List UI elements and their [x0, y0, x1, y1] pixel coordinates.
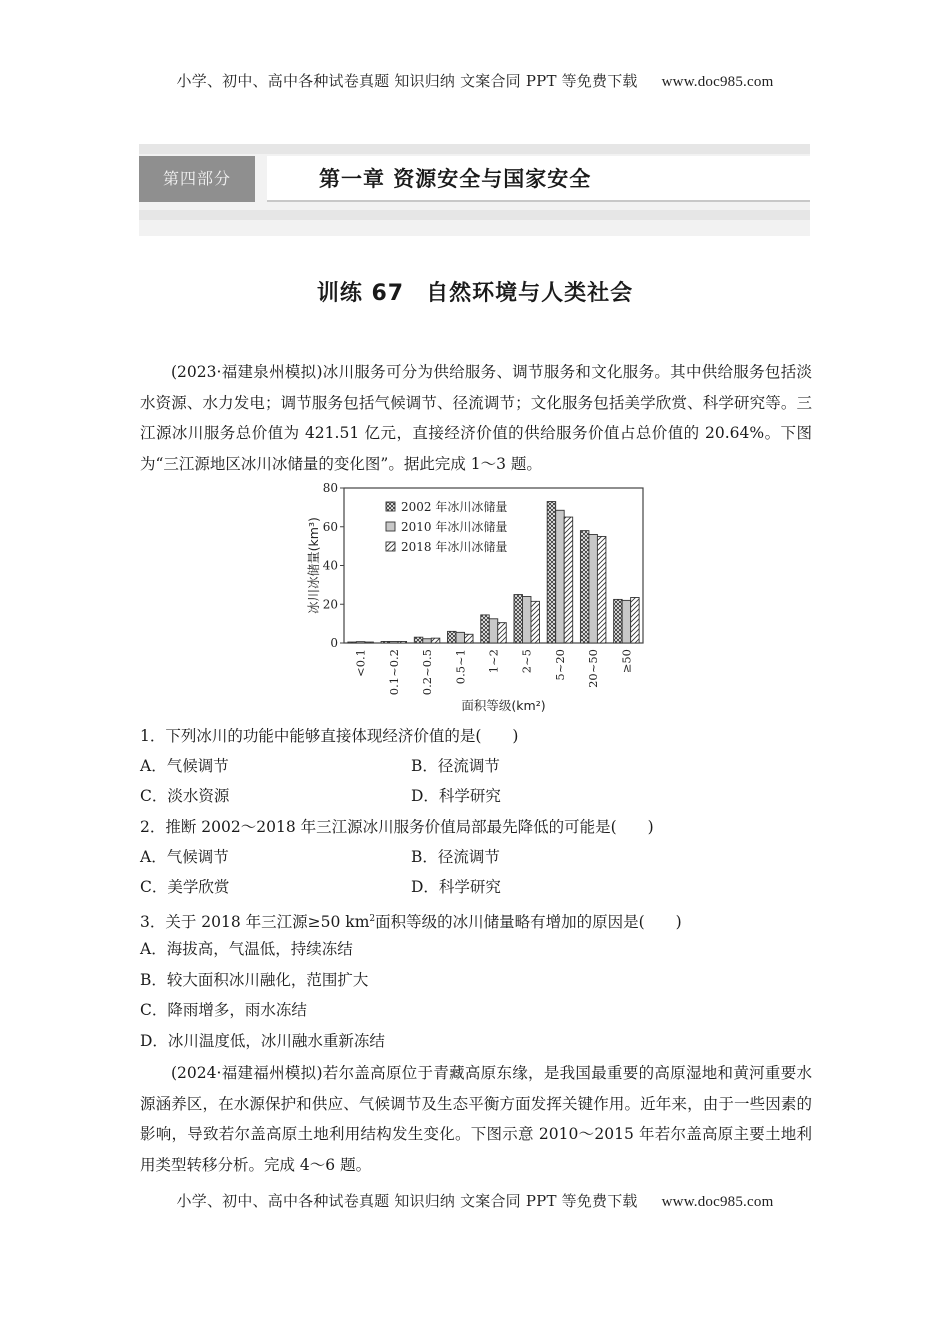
chapter-title: 第一章 资源安全与国家安全 [267, 156, 810, 202]
bar [531, 601, 540, 643]
y-tick-label: 40 [322, 558, 338, 573]
q2-option-a[interactable]: A．气候调节 [140, 848, 229, 866]
question-3-stem [140, 904, 682, 938]
passage-1 [140, 357, 812, 479]
q3-option-b[interactable]: B．较大面积冰川融化，范围扩大 [140, 971, 369, 989]
banner-bottom-strip [139, 210, 810, 220]
q1-option-b[interactable]: B．径流调节 [411, 757, 500, 775]
bar [481, 615, 490, 643]
q1-option-c[interactable]: C．淡水资源 [140, 787, 230, 805]
passage-2-text: (2024·福建福州模拟)若尔盖高原位于青藏高原东缘，是我国最重要的高原湿地和黄河重要水源涵养区，在水源保护和供应、气候调节及生态平衡方面发挥关键作用。近年来，由于一些因素的影响，导致若尔盖高原土地利用结构发生变化。下图示意 2010～2015 年若尔盖高原主要土地利用类型转移分析。完成 4～6 题。 [140, 1064, 812, 1174]
bar [614, 599, 623, 643]
footer-watermark [0, 1190, 950, 1211]
y-tick-label: 60 [322, 519, 338, 534]
bar [547, 502, 556, 643]
bar [631, 597, 640, 643]
q3-stem-sup: 2 [369, 914, 376, 924]
y-tick-label: 0 [330, 636, 338, 650]
legend-swatch [386, 522, 395, 531]
bar [448, 631, 457, 643]
page-title [0, 276, 950, 307]
bar [522, 597, 531, 644]
q1-option-d[interactable]: D．科学研究 [411, 787, 501, 805]
q2-option-d[interactable]: D．科学研究 [411, 878, 501, 896]
bar [465, 634, 474, 643]
x-tick-label: 20~50 [586, 649, 601, 688]
header-watermark-text: 小学、初中、高中各种试卷真题 知识归纳 文案合同 PPT 等免费下载 [176, 72, 638, 90]
bar [514, 595, 523, 643]
chapter-banner [139, 144, 810, 236]
x-tick-label: 0.2~0.5 [420, 649, 435, 696]
question-2-stem: 2．推断 2002～2018 年三江源冰川服务价值局部最先降低的可能是( ) [140, 818, 654, 836]
q3-option-a[interactable]: A．海拔高，气温低，持续冻结 [140, 940, 353, 958]
footer-watermark-text: 小学、初中、高中各种试卷真题 知识归纳 文案合同 PPT 等免费下载 [176, 1192, 638, 1210]
bar [556, 510, 565, 643]
legend-label: 2010 年冰川冰储量 [401, 520, 508, 534]
q2-option-c[interactable]: C．美学欣赏 [140, 878, 230, 896]
question-1-options-row-2 [140, 781, 740, 812]
bar [498, 623, 507, 643]
x-tick-label: <0.1 [353, 649, 368, 677]
footer-watermark-url[interactable]: www.doc985.com [661, 1194, 774, 1210]
question-1-stem: 1．下列冰川的功能中能够直接体现经济价值的是( ) [140, 727, 519, 745]
question-2-options-row-1 [140, 842, 740, 873]
bar [414, 637, 423, 643]
part-label: 第四部分 [139, 156, 255, 202]
bar [489, 619, 498, 643]
q3-stem-post: 面积等级的冰川储量略有增加的原因是( ) [375, 913, 682, 932]
bar [597, 536, 606, 643]
passage-1-text: (2023·福建泉州模拟)冰川服务可分为供给服务、调节服务和文化服务。其中供给服务包括淡水资源、水力发电；调节服务包括气候调节、径流调节；文化服务包括美学欣赏、科学研究等。三江源冰川服务总价值为 421.51 亿元，直接经济价值的供给服务价值占总价值的 20.64%。下图为“三江源地区冰川冰储量的变化图”。据此完成 1～3 题。 [140, 363, 812, 473]
bar [381, 641, 390, 643]
exercise-name: 自然环境与人类社会 [426, 281, 634, 306]
q3-stem-pre: 3．关于 2018 年三江源≥50 km [140, 913, 370, 932]
legend-label: 2002 年冰川冰储量 [401, 500, 508, 514]
x-tick-label: 1~2 [486, 649, 501, 674]
bar [365, 642, 374, 643]
bar [390, 641, 399, 643]
x-tick-label: 0.5~1 [453, 649, 468, 685]
y-tick-label: 80 [322, 481, 338, 495]
bar [580, 531, 589, 643]
legend-label: 2018 年冰川冰储量 [401, 540, 508, 554]
q3-option-c[interactable]: C．降雨增多，雨水冻结 [140, 1001, 307, 1019]
header-watermark-url[interactable]: www.doc985.com [661, 74, 774, 90]
q3-option-d[interactable]: D．冰川温度低，冰川融水重新冻结 [140, 1032, 385, 1050]
q2-option-b[interactable]: B．径流调节 [411, 848, 500, 866]
legend-swatch [386, 502, 395, 511]
glacier-ice-storage-chart [300, 478, 660, 718]
exercise-number: 训练 67 [316, 281, 405, 306]
x-tick-label: ≥50 [619, 649, 634, 674]
banner-top-strip [139, 144, 810, 154]
bar [398, 641, 407, 643]
bar [456, 632, 465, 643]
bar [348, 642, 357, 643]
bar [431, 638, 440, 643]
question-2-options-row-2 [140, 872, 740, 903]
bar [589, 535, 598, 644]
bar [423, 639, 432, 643]
x-tick-label: 0.1~0.2 [386, 649, 401, 696]
y-tick-label: 20 [322, 597, 338, 612]
x-axis-label: 面积等级(km²) [461, 698, 546, 713]
header-watermark [0, 70, 950, 91]
bar [564, 517, 573, 643]
bar [622, 600, 631, 643]
x-tick-label: 2~5 [519, 649, 534, 674]
passage-2 [140, 1058, 812, 1180]
chart-legend [386, 499, 507, 554]
y-axis-label: 冰川冰储量(km³) [306, 517, 321, 614]
legend-swatch [386, 542, 395, 551]
x-tick-label: 5~20 [552, 649, 567, 681]
q1-option-a[interactable]: A．气候调节 [140, 757, 229, 775]
question-1-options-row-1 [140, 751, 740, 782]
bar [356, 642, 365, 643]
